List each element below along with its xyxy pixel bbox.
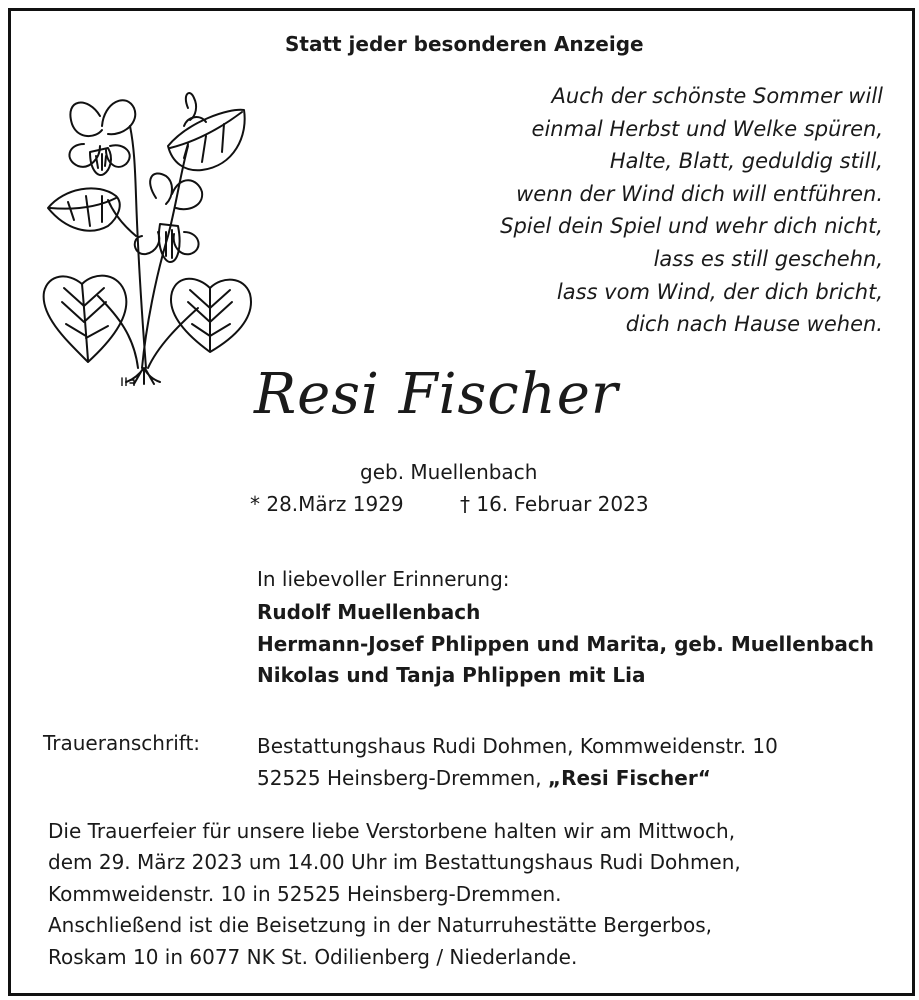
funeral-line: Die Trauerfeier für unsere liebe Verstorbene halten wir am Mittwoch,: [48, 819, 736, 843]
family-member: Rudolf Muellenbach: [257, 600, 481, 624]
birth-date: * 28.März 1929: [250, 492, 404, 516]
poem-line: Auch der schönste Sommer will: [551, 84, 883, 108]
funeral-line: Kommweidenstr. 10 in 52525 Heinsberg-Dremmen.: [48, 881, 562, 906]
violet-flower-illustration: [38, 86, 254, 386]
address-line: [257, 763, 778, 795]
poem-line: dich nach Hause wehen.: [625, 312, 883, 337]
family-member: Nikolas und Tanja Phlippen mit Lia: [257, 663, 646, 687]
family-member: Hermann-Josef Phlippen und Marita, geb. Muellenbach: [257, 631, 874, 656]
poem: [500, 80, 883, 341]
address-reference: „Resi Fischer“: [547, 765, 711, 790]
poem-line: Spiel dein Spiel und wehr dich nicht,: [500, 214, 883, 239]
funeral-line: dem 29. März 2023 um 14.00 Uhr im Bestattungshaus Rudi Dohmen,: [48, 850, 741, 875]
poem-line: Halte, Blatt, geduldig still,: [609, 149, 883, 174]
family-list: [257, 597, 874, 692]
notice-header: Statt jeder besonderen Anzeige: [285, 32, 644, 56]
poem-line: wenn der Wind dich will entführen.: [516, 181, 883, 206]
address-label: Traueranschrift:: [43, 731, 201, 755]
poem-line: lass es still geschehn,: [653, 246, 883, 271]
poem-line: einmal Herbst und Welke spüren,: [531, 116, 883, 141]
address-line: Bestattungshaus Rudi Dohmen, Kommweidenstr. 10: [257, 734, 778, 758]
poem-line: lass vom Wind, der dich bricht,: [556, 279, 883, 304]
funeral-line: Anschließend ist die Beisetzung in der Naturruhestätte Bergerbos,: [48, 913, 712, 938]
address-city: 52525 Heinsberg-Dremmen,: [257, 765, 548, 790]
funeral-line: Roskam 10 in 6077 NK St. Odilienberg / Niederlande.: [48, 944, 578, 969]
death-date: † 16. Februar 2023: [460, 492, 649, 516]
mourning-address: [257, 731, 778, 794]
funeral-details: [48, 816, 741, 973]
memory-label: In liebevoller Erinnerung:: [257, 567, 510, 591]
deceased-name: Resi Fischer: [254, 362, 619, 427]
maiden-name: geb. Muellenbach: [360, 460, 538, 484]
